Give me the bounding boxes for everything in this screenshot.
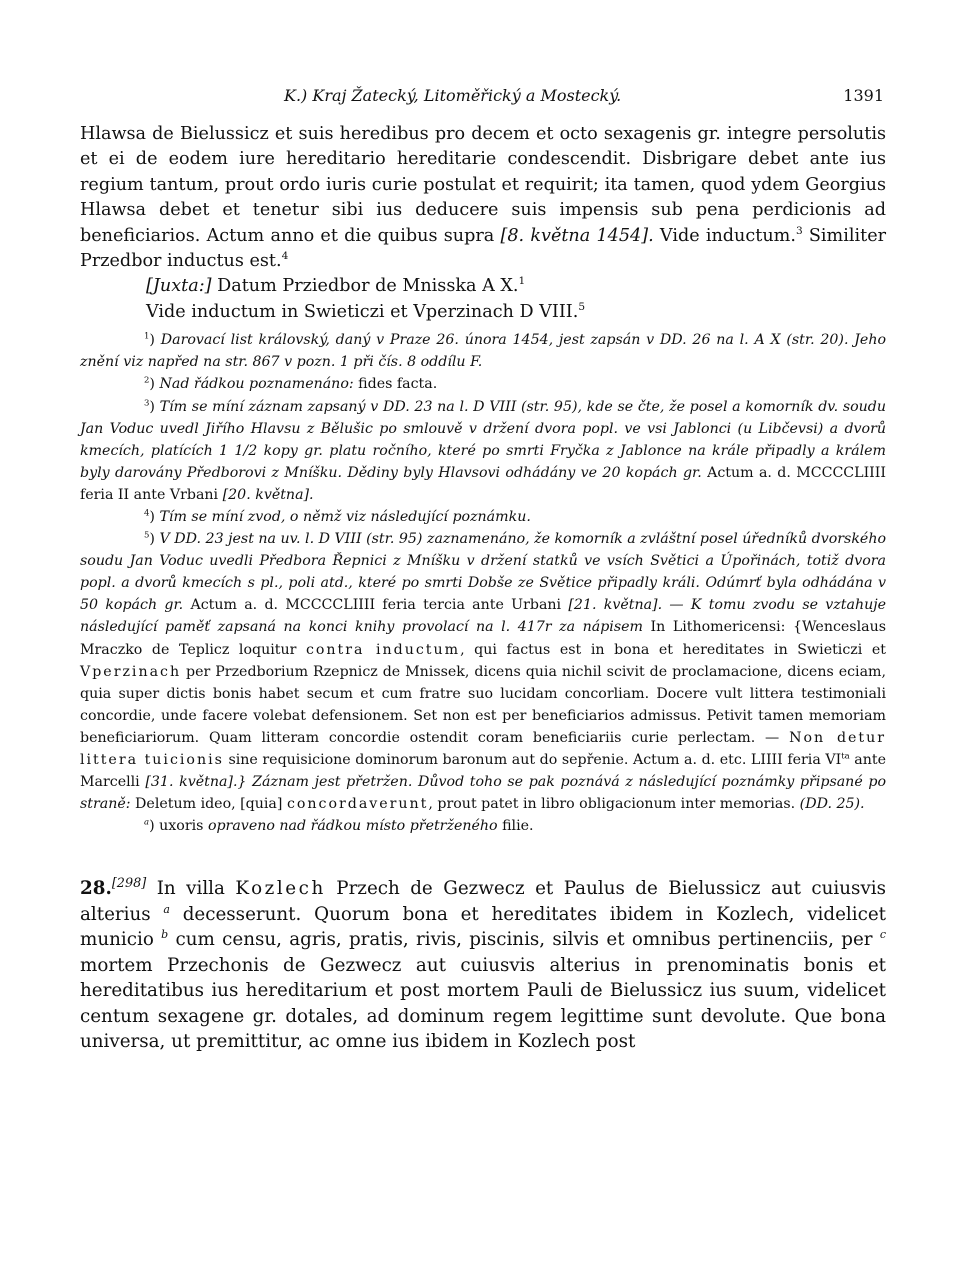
running-header [80, 86, 886, 114]
vide-line [80, 300, 886, 325]
footnote-text: filie. [497, 818, 534, 835]
footnote-text: Actum a. d. MCCCCLIIII feria II ante Vrbani [80, 464, 886, 503]
footnote-latin: In Lithomericensi: {Wenceslaus Mraczko de Teplicz loquitur [80, 619, 886, 658]
footnote-ref-5: 5 [578, 300, 586, 313]
note-ref-b: b [161, 928, 169, 942]
date-bracket: [8. května 1454]. [500, 225, 654, 246]
footnote-text: Actum a. d. MCCCCLIIII feria tercia ante Urbani [183, 597, 569, 614]
footnote-mark: 1 [144, 331, 150, 342]
footnote-text: uxoris [154, 818, 208, 835]
section-ref: [298] [111, 876, 147, 892]
similiter-text: Similiter Przedbor inductus est. [80, 225, 887, 272]
footnote-date: [21. května]. [568, 597, 663, 614]
spaced-text: concordaverunt [286, 796, 429, 813]
page-number: 1391 [843, 86, 884, 105]
footnote-mark: 2 [144, 375, 150, 386]
spaced-text: Vperzinach [80, 663, 182, 680]
footnote-latin: per Przedborium Rzepnicz de Mnissek, dicens quia nichil scivit de proclamacione, dicens eciam, quia super dictis bonis habet secum et cum fratre suo lucidam concorliam. Docere vult littera testimoniali concordie, unde facere volebat defensionem. Set non est per beneficiarios admissus. Petivit tamen memoriam beneficiariorum. Quam litteram concordie ostendit coram beneficiariis curie perlectam. — [80, 663, 886, 746]
footnote-text: Darovací list královský, daný v Praze 26. února 1454, jest zapsán v DD. 26 na l. A X (str. 20). Jeho znění viz napřed na str. 867 v pozn. 1 při čís. 8 oddílu F. [80, 332, 886, 371]
footnote-mark: a [144, 817, 150, 828]
footnote-mark: 4 [144, 508, 150, 519]
footnote-3: $^3$) Tím se míní záznam zapsaný v DD. 23 na l. D VIII (str. 95), kde se čte, že posel a komorník dv. soudu Jan Voduc uvedl Jiřího Hlavsu z Bělušic po smlouvě v držení dvora popl. ve vsi Jablonci (u Libčevsi) a dvorů kmecích, platících 1 1/2 kopy gr. platu ročního, které po smrti Fryčka z Jablonce na krále připadly a králem byly darovány Předborovi z Mníšku. Dědiny byly Hlavsovi odhádány ve 20 kopách gr. Actum a. d. MCCCCLIIII feria II ante Vrbani [20. května]. [80, 397, 886, 503]
footnote-date: [20. května]. [222, 486, 314, 503]
footnote-1: $^1$) Darovací list královský, daný v Praze 26. února 1454, jest zapsán v DD. 26 na l. A X (str. 20). Jeho znění viz napřed na str. 867 v pozn. 1 při čís. 8 oddílu F. [80, 331, 886, 371]
footnote-text: Nad řádkou poznamenáno: [159, 376, 354, 393]
footnote-mark: 3 [144, 397, 150, 408]
header-title: K.) Kraj Žatecký, Litoměřický a Mostecký. [284, 86, 622, 105]
footnote-text: fides facta. [353, 376, 438, 393]
paragraph-text: Hlawsa de Bielussicz et suis heredibus pro decem et octo sexagenis gr. integre persolutis et ei de eodem iure hereditario hereditarie condescendit. Disbrigare debet ante ius regium tantum, prout ordo iuris curie postulat et requirit; ita tamen, quod ydem Georgius Hlawsa debet et tenetur sibi ius deducere suis impensis sub pena perdicionis ad beneficiarios. Actum anno et die quibus supra [80, 124, 886, 246]
section-text: decesserunt. Quorum bona et hereditates ibidem in Kozlech, videlicet municio [80, 903, 886, 951]
juxta-line [80, 274, 886, 299]
section-28 [80, 871, 886, 1054]
footnote-ref-4: 4 [281, 250, 289, 263]
footnote-text: — K tomu zvodu se vztahuje následující paměť zapsaná na konci knihy provolací na l. 417r za nápisem [80, 597, 887, 636]
superscript-ta: ta [841, 751, 850, 762]
spaced-text: contra inductum [305, 641, 461, 658]
footnote-date: [31. května].} [145, 774, 247, 791]
note-ref-c: c [879, 928, 886, 942]
paragraph-hlawsa [80, 122, 886, 274]
footnote-mark: 5 [144, 530, 150, 541]
footnote-4: $^4$) Tím se míní zvod, o němž viz následující poznámku. [144, 508, 531, 525]
juxta-label: [Juxta:] [146, 276, 212, 297]
section-text: In villa [146, 878, 236, 900]
vide-line-text: Vide inductum in Swieticzi et Vperzinach D VIII. [146, 301, 579, 322]
spaced-text: Kozlech [235, 878, 326, 900]
section-text: Przech de Gezwecz et Paulus de Bielussicz aut cuiusvis alterius [80, 878, 886, 925]
footnote-text: V DD. 23 jest na uv. l. D VIII (str. 95) zaznamenáno, že komorník a zvláštní posel úředníků dvorského soudu Jan Voduc uvedli Předbora Řepnici z Mníšku v držení statků ve vsích Světici a Úpořinách, totiž dvora popl. a dvorů kmecích s pl., poli atd., které po smrti Dobše ze Světice připadly králi. Odúmrť byla odhádána v 50 kopách gr. [80, 531, 886, 614]
main-text [80, 122, 886, 325]
vide-text: Vide inductum. [653, 225, 796, 246]
footnote-latin: Deletum ideo, [quia] [130, 796, 287, 813]
spaced-text: Non detur littera tuicionis [80, 729, 887, 769]
footnote-a: $^a$) uxoris opraveno nad řádkou místo přetrženého filie. [144, 817, 534, 835]
section-text: mortem Przechonis de Gezwecz aut cuiusvis alterius in prenominatis bonis et hereditatibus ius hereditarium et post mortem Pauli de Bielussicz ius suum, videlicet centum sexagene gr. dotales, ad dominum regem legittime sunt devolute. Que bona universa, ut premittitur, ac omne ius ibidem in Kozlech post [80, 954, 886, 1052]
document-page [80, 86, 886, 1054]
footnote-latin: , qui factus est in bona et hereditates in Swieticzi et [460, 641, 886, 658]
note-ref-a: a [163, 902, 170, 916]
juxta-text: Datum Prziedbor de Mnisska A X. [211, 276, 519, 297]
footnote-ref-3: 3 [795, 224, 803, 237]
footnote-text: opraveno nad řádkou místo přetrženého [207, 818, 498, 835]
section-text: cum censu, agris, pratis, rivis, piscinis, silvis et omnibus pertinenciis, per [168, 929, 880, 951]
footnote-5: $^5$) V DD. 23 jest na uv. l. D VIII (str. 95) zaznamenáno, že komorník a zvláštní posel úředníků dvorského soudu Jan Voduc uvedli Předbora Řepnici z Mníšku v držení statků ve vsích Světici a Úpořinách, totiž dvora popl. a dvorů kmecích s pl., poli atd., které po smrti Dobše ze Světice připadly králi. Odúmrť byla odhádána v 50 kopách gr. Actum a. d. MCCCCLIIII feria tercia ante Urbani [21. května]. — K tomu zvodu se vztahuje následující paměť zapsaná na konci knihy provolací na l. 417r za nápisem In Lithomericensi: {Wenceslaus Mraczko de Teplicz loquitur contra inductum, qui factus est in bona et hereditates in Swieticzi et Vperzinach per Przedborium Rzepnicz de Mnissek, dicens quia nichil scivit de proclamacione, dicens eciam, quia super dictis bonis habet secum et cum fratre suo lucidam concorliam. Docere vult littera testimoniali concordie, unde facere volebat defensionem. Set non est per beneficiarios admissus. Petivit tamen memoriam beneficiariorum. Quam litteram concordie ostendit coram beneficiariis curie perlectam. — Non detur littera tuicionis sine requisicione dominorum baronum aut do sepřenie. Actum a. d. etc. LIIII feria $VI^{ta}$ ante Marcelli [31. května].} Záznam jest přetržen. Důvod toho se pak poznává z následující poznámky připsané po straně: Deletum ideo, [quia] concordaverunt, prout patet in libro obligacionum inter memorias. (DD. 25). [80, 530, 887, 813]
section-number: 28. [80, 878, 112, 900]
footnote-latin: , prout patet in libro obligacionum inter memorias. [428, 796, 800, 813]
footnote-text: Záznam jest přetržen. Důvod toho se pak poznává z následující poznámky připsané po straně: [80, 774, 886, 813]
footnote-latin: sine requisicione dominorum baronum aut do sepřenie. Actum a. d. etc. LIIII feria VI [223, 752, 842, 769]
footnote-latin: ante Marcelli [80, 752, 886, 791]
footnote-text: (DD. 25). [799, 796, 865, 813]
footnote-ref-1: 1 [518, 275, 526, 288]
footnote-2: $^2$) Nad řádkou poznamenáno: fides facta. [144, 375, 438, 393]
footnotes [80, 329, 886, 837]
footnote-text: Tím se míní zvod, o němž viz následující poznámku. [159, 509, 531, 525]
footnote-text: Tím se míní záznam zapsaný v DD. 23 na l. D VIII (str. 95), kde se čte, že posel a komorník dv. soudu Jan Voduc uvedl Jiřího Hlavsu z Bělušic po smlouvě v držení dvora popl. ve vsi Jablonci (u Libčevsi) a dvorů kmecích, platících 1 1/2 kopy gr. platu ročního, které po smrti Fryčka z Jablonce na krále připadly a králem byly darovány Předborovi z Mníšku. Dědiny byly Hlavsovi odhádány ve 20 kopách gr. [80, 398, 886, 481]
